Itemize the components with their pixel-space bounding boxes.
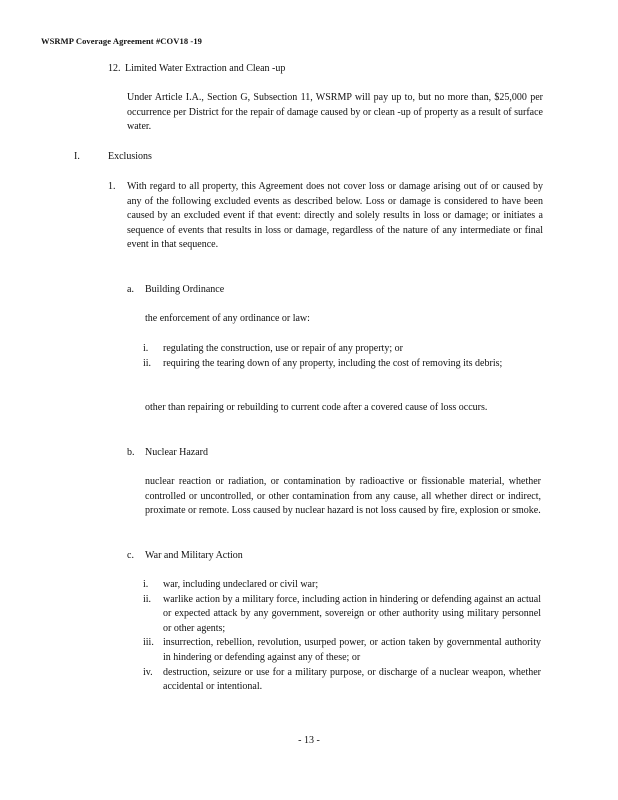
- list-item-number: ii.: [143, 593, 152, 605]
- list-item: [143, 666, 541, 695]
- list-item-text: destruction, seizure or use for a military purpose, or discharge of a nuclear weapon, whether accidental or intentional.: [163, 666, 541, 693]
- list-item-text: regulating the construction, use or repair of any property; or: [163, 343, 403, 354]
- section-12-number: 12.: [108, 63, 121, 74]
- list-item-text: requiring the tearing down of any property, including the cost of removing its debris;: [163, 357, 503, 369]
- list-item: [143, 636, 541, 665]
- running-header: WSRMP Coverage Agreement #COV18 -19: [41, 36, 203, 46]
- list-item-text: warlike action by a military force, including action in hindering or defending against an actual or expected attack by any government, sovereign or other authority using military personnel or other agents;: [163, 593, 541, 634]
- exclusions-number: I.: [74, 151, 80, 162]
- sub-b-title: Nuclear Hazard: [145, 447, 209, 458]
- list-item-number: iv.: [143, 666, 153, 678]
- sub-b-body: nuclear reaction or radiation, or contamination by radioactive or fissionable material, whether controlled or uncontrolled, or other contamination from any cause, all whether direct or indirect, proximate or remote. Loss caused by nuclear hazard is not loss caused by fire, explosion or smoke.: [145, 476, 541, 517]
- list-item: [143, 357, 539, 372]
- sub-a-outro: other than repairing or rebuilding to current code after a covered cause of loss occurs.: [145, 402, 488, 413]
- sub-a-letter: a.: [127, 284, 134, 295]
- list-item: [143, 342, 539, 357]
- list-item: [143, 578, 541, 593]
- exclusions-item-1-text: With regard to all property, this Agreement does not cover loss or damage arising out of or caused by any of the following excluded events as described below. Loss or damage is considered to have been caused by an excluded event if that event: directly and solely results in loss or damage; or initiates a sequence of events that results in loss or damage, regardless of the nature of any intermediate or final event in that sequence.: [127, 181, 543, 251]
- sub-a-intro: the enforcement of any ordinance or law:: [145, 313, 310, 324]
- sub-a-title: Building Ordinance: [145, 284, 225, 295]
- sub-b-letter: b.: [127, 447, 135, 458]
- list-item-text: war, including undeclared or civil war;: [163, 579, 319, 590]
- page-number: - 13 -: [298, 735, 320, 746]
- sub-c-list: [143, 578, 541, 695]
- list-item: [143, 593, 541, 637]
- section-12-body: Under Article I.A., Section G, Subsection 11, WSRMP will pay up to, but no more than, $25,000 per occurrence per District for the repair of damage caused by or clean -up of property as a result of surface water.: [127, 92, 543, 133]
- exclusions-title: Exclusions: [108, 151, 152, 162]
- list-item-number: ii.: [143, 357, 152, 369]
- list-item-number: i.: [143, 343, 149, 354]
- sub-c-title: War and Military Action: [145, 550, 243, 561]
- section-12-title: Limited Water Extraction and Clean -up: [125, 63, 286, 74]
- sub-c-letter: c.: [127, 550, 134, 561]
- list-item-number: i.: [143, 579, 149, 590]
- list-item-text: insurrection, rebellion, revolution, usurped power, or action taken by governmental authority in hindering or defending against any of these; or: [163, 637, 541, 663]
- list-item-number: iii.: [143, 637, 154, 649]
- exclusions-item-1-number: 1.: [108, 181, 116, 192]
- sub-a-list: [143, 342, 539, 371]
